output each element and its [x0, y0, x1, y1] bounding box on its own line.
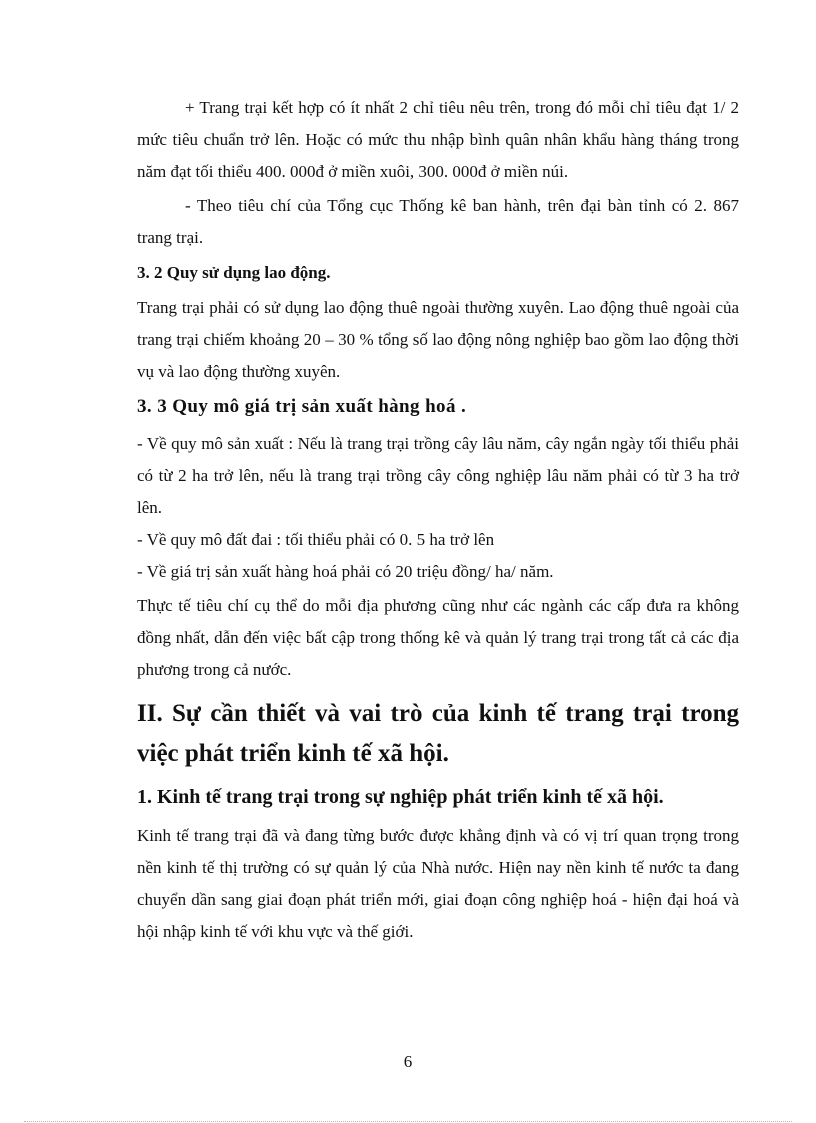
paragraph-land-scale: - Về quy mô đất đai : tối thiểu phải có 0. 5 ha trở lên [137, 530, 495, 549]
heading-3-3: 3. 3 Quy mô giá trị sản xuất hàng hoá . [137, 396, 467, 417]
paragraph-goods-value: - Về giá trị sản xuất hàng hoá phải có 20 triệu đồng/ ha/ năm. [137, 562, 554, 581]
page-content [137, 92, 739, 948]
page-number: 6 [403, 1052, 413, 1071]
paragraph-labor: Trang trại phải có sử dụng lao động thuê ngoài thường xuyên. Lao động thuê ngoài của trang trại chiếm khoảng 20 – 30 % tổng số lao động nông nghiệp bao gồm lao động thời vụ và lao động thường xuyên. [137, 298, 739, 381]
heading-section-II: II. Sự cần thiết và vai trò của kinh tế trang trại trong việc phát triển kinh tế xã hội. [137, 700, 739, 767]
heading-3-2: 3. 2 Quy sử dụng lao động. [137, 263, 331, 282]
paragraph-statistics: - Theo tiêu chí của Tổng cục Thống kê ban hành, trên đại bàn tỉnh có 2. 867 trang trại. [137, 196, 739, 247]
paragraph-reality: Thực tế tiêu chí cụ thể do mỗi địa phương cũng như các ngành các cấp đưa ra không đồng nhất, dẫn đến việc bất cập trong thống kê và quản lý trang trại trong tất cả các địa phương trong cả nước. [137, 596, 739, 679]
heading-1: 1. Kinh tế trang trại trong sự nghiệp phát triển kinh tế xã hội. [137, 786, 664, 808]
page-bottom-border [24, 1121, 792, 1122]
paragraph-production-scale: - Về quy mô sản xuất : Nếu là trang trại trồng cây lâu năm, cây ngắn ngày tối thiểu phải có từ 2 ha trở lên, nếu là trang trại trồng cây công nghiệp lâu năm phải có từ 3 ha trở lên. [137, 434, 739, 517]
paragraph-farm-economy: Kinh tế trang trại đã và đang từng bước được khẳng định và có vị trí quan trọng trong nền kinh tế thị trường có sự quản lý của Nhà nước. Hiện nay nền kinh tế nước ta đang chuyển dần sang giai đoạn phát triển mới, giai đoạn công nghiệp hoá - hiện đại hoá và hội nhập kinh tế với khu vực và thế giới. [137, 826, 739, 941]
paragraph-combined-farm: + Trang trại kết hợp có ít nhất 2 chỉ tiêu nêu trên, trong đó mỗi chỉ tiêu đạt 1/ 2 mức tiêu chuẩn trở lên. Hoặc có mức thu nhập bình quân nhân khẩu hàng tháng trong năm đạt tối thiểu 400. 000đ ở miền xuôi, 300. 000đ ở miền núi. [137, 98, 739, 181]
